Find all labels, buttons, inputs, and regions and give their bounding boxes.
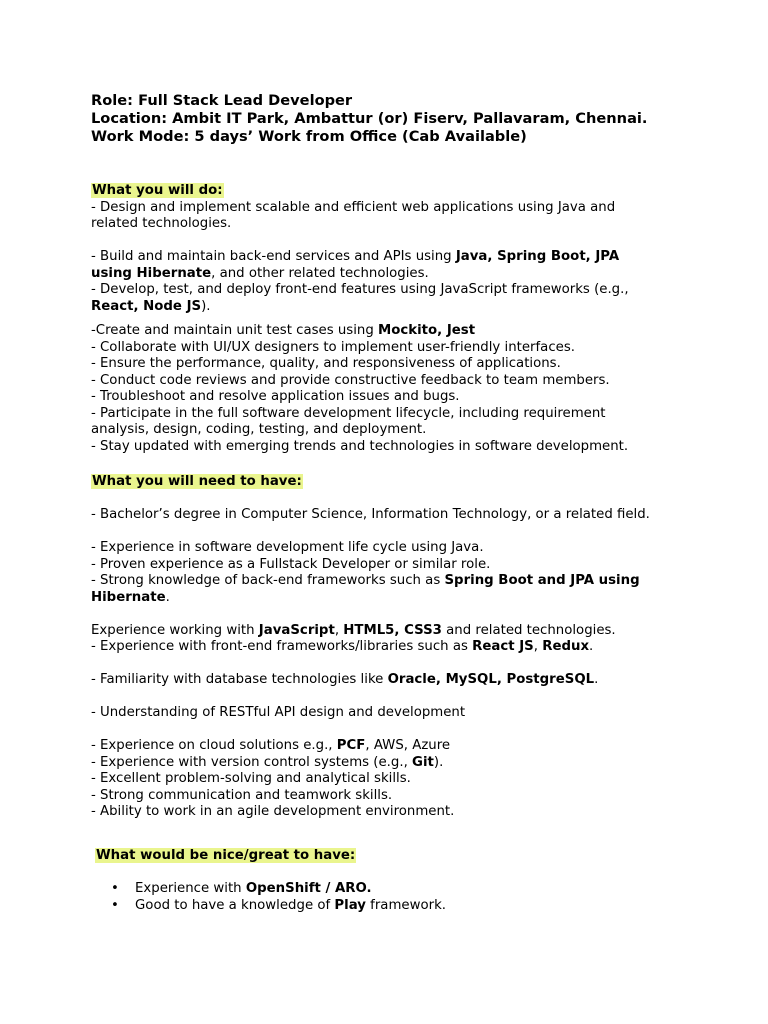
section-heading-nice: What would be nice/great to have: [96,848,356,863]
do-line: - Stay updated with emerging trends and technologies in software development. [91,438,629,454]
job-header [91,92,647,146]
section-what-you-will-do [91,183,629,455]
need-line: - Experience on cloud solutions e.g., PCF, AWS, Azure [91,738,451,753]
do-line: - Develop, test, and deploy front-end features using JavaScript frameworks (e.g., [91,282,629,297]
do-line: - Design and implement scalable and efficient web applications using Java and [91,199,616,215]
need-line: - Ability to work in an agile development environment. [91,804,455,819]
do-line: using Hibernate, and other related technologies. [91,265,429,281]
nice-to-have-list [91,881,446,915]
list-item: • Good to have a knowledge of Play framework. [91,898,446,915]
need-line: - Bachelor’s degree in Computer Science, Information Technology, or a related field. [91,507,650,522]
section-nice-to-have [95,848,356,865]
need-line: Experience working with JavaScript, HTML5, CSS3 and related technologies. [91,622,616,638]
need-line: - Proven experience as a Fullstack Developer or similar role. [91,556,491,572]
do-line: - Participate in the full software development lifecycle, including requirement [91,405,606,421]
need-line: - Strong knowledge of back-end frameworks such as Spring Boot and JPA using [91,573,640,588]
do-line: related technologies. [91,216,232,231]
do-line: - Troubleshoot and resolve application issues and bugs. [91,389,460,404]
role-line: Role: Full Stack Lead Developer [91,92,353,109]
need-line: - Excellent problem-solving and analytical skills. [91,771,411,786]
do-line: - Ensure the performance, quality, and responsiveness of applications. [91,356,561,371]
do-line: React, Node JS). [91,298,211,314]
do-line: - Collaborate with UI/UX designers to implement user-friendly interfaces. [91,339,575,355]
do-line: - Build and maintain back-end services and APIs using Java, Spring Boot, JPA [91,249,620,264]
need-line: - Experience with front-end frameworks/libraries such as React JS, Redux. [91,639,594,654]
work-mode-line: Work Mode: 5 days’ Work from Office (Cab Available) [91,128,527,145]
need-line: - Understanding of RESTful API design and development [91,705,466,720]
section-what-you-will-need [91,474,650,821]
need-line: - Strong communication and teamwork skills. [91,787,393,803]
section-heading-need: What you will need to have: [92,474,302,489]
section-heading-do: What you will do: [92,183,223,198]
location-line: Location: Ambit IT Park, Ambattur (or) Fiserv, Pallavaram, Chennai. [91,110,648,127]
need-line: - Experience in software development life cycle using Java. [91,540,484,555]
do-line: -Create and maintain unit test cases using Mockito, Jest [91,323,476,338]
list-item: • Experience with OpenShift / ARO. [91,881,446,898]
need-line: - Familiarity with database technologies like Oracle, MySQL, PostgreSQL. [91,672,599,687]
do-line: - Conduct code reviews and provide constructive feedback to team members. [91,372,610,388]
need-line: Hibernate. [91,589,170,605]
do-line: analysis, design, coding, testing, and deployment. [91,422,427,437]
need-line: - Experience with version control systems (e.g., Git). [91,754,444,770]
